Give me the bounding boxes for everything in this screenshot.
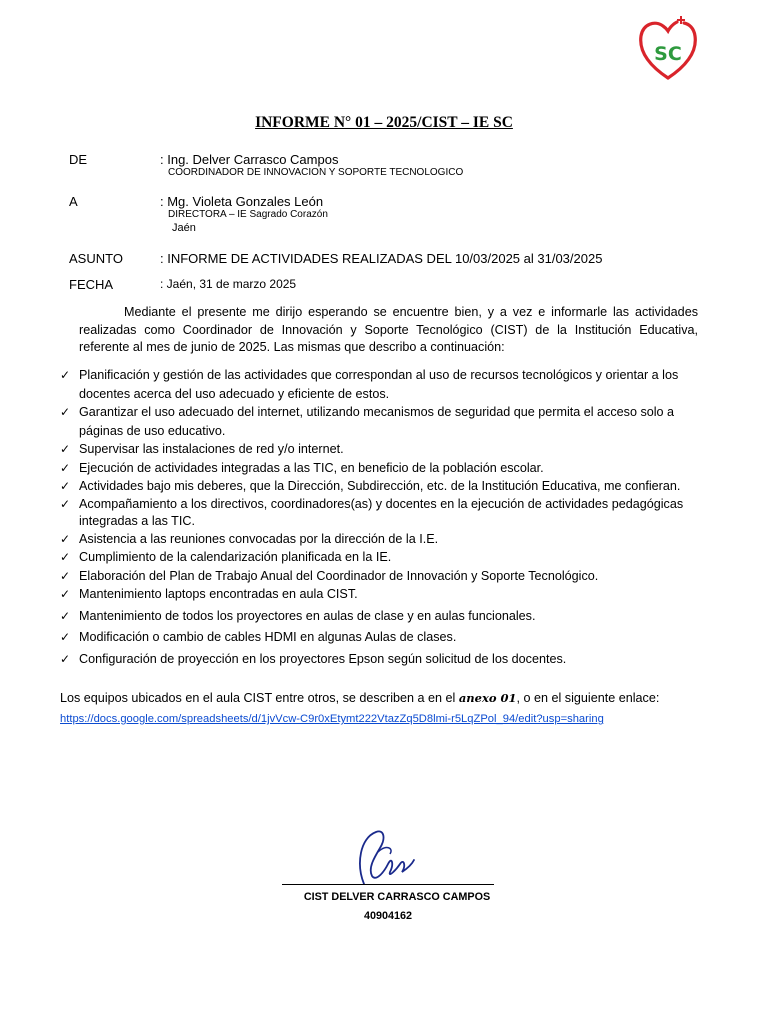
checkmark-icon: ✓ xyxy=(60,496,71,511)
checkmark-icon: ✓ xyxy=(60,550,71,564)
de-label: DE xyxy=(69,152,88,167)
checkmark-icon: ✓ xyxy=(60,442,71,456)
checkmark-icon: ✓ xyxy=(60,368,71,382)
a-value: : Mg. Violeta Gonzales León xyxy=(160,194,324,209)
list-item: ✓ Mantenimiento de todos los proyectores en aulas de clase y en aulas funcionales. xyxy=(60,607,705,626)
a-location: Jaén xyxy=(172,222,196,234)
list-item: ✓ Configuración de proyección en los proyectores Epson según solicitud de los docentes. xyxy=(60,650,705,669)
school-logo xyxy=(637,14,699,82)
de-subtitle: COORDINADOR DE INNOVACION Y SOPORTE TECNOLOGICO xyxy=(168,167,464,178)
a-subtitle: DIRECTORA – IE Sagrado Corazón xyxy=(168,209,328,220)
closing-paragraph xyxy=(60,688,740,729)
list-item: ✓ Garantizar el uso adecuado del internet, utilizando mecanismos de seguridad que permita el acceso solo a páginas de uso educativo. xyxy=(60,405,675,438)
list-item: ✓ Ejecución de actividades integradas a las TIC, en beneficio de la población escolar. xyxy=(60,459,705,478)
fecha-value: : Jaén, 31 de marzo 2025 xyxy=(160,277,297,291)
checkmark-icon: ✓ xyxy=(60,630,71,644)
checkmark-icon: ✓ xyxy=(60,479,71,493)
list-item: ✓ Actividades bajo mis deberes, que la Dirección, Subdirección, etc. de la Institución Educativa, me confieran. xyxy=(60,477,705,496)
closing-text: Los equipos ubicados en el aula CIST entre otros, se describen a en el xyxy=(60,691,459,705)
checkmark-icon: ✓ xyxy=(60,460,71,475)
list-item: ✓ Cumplimiento de la calendarización planificada en la IE. xyxy=(60,548,705,567)
list-item: ✓ Acompañamiento a los directivos, coordinadores(as) y docentes en la ejecución de actividades pedagógicas integradas a las TIC. xyxy=(60,496,684,528)
asunto-value: : INFORME DE ACTIVIDADES REALIZADAS DEL 10/03/2025 al 31/03/2025 xyxy=(160,251,603,266)
spreadsheet-link[interactable]: https://docs.google.com/spreadsheets/d/1jvVcw-C9r0xEtymt222VtazZq5D8lmi-r5LqZPol_94/edit?usp=sharing xyxy=(60,713,604,725)
checkmark-icon: ✓ xyxy=(60,587,71,601)
signer-id: 40904162 xyxy=(364,910,413,922)
de-value: : Ing. Delver Carrasco Campos xyxy=(160,152,339,167)
closing-text-end: , o en el siguiente enlace: xyxy=(516,691,660,705)
list-item: ✓ Supervisar las instalaciones de red y/o internet. xyxy=(60,440,705,459)
checkmark-icon: ✓ xyxy=(60,531,71,546)
logo-text: SC xyxy=(654,43,682,65)
signature-line xyxy=(282,884,494,885)
checkmark-icon: ✓ xyxy=(60,608,71,623)
list-item: ✓ Modificación o cambio de cables HDMI en algunas Aulas de clases. xyxy=(60,628,705,647)
a-label: A xyxy=(69,194,78,209)
report-title: INFORME N° 01 – 2025/CIST – IE SC xyxy=(255,114,513,131)
checkmark-icon: ✓ xyxy=(60,568,71,583)
checkmark-icon: ✓ xyxy=(60,651,71,666)
fecha-label: FECHA xyxy=(69,277,114,292)
checkmark-icon: ✓ xyxy=(60,405,71,419)
list-item: ✓ Planificación y gestión de las actividades que correspondan al uso de recursos tecnológicos y orientar a los docentes acerca del uso adecuado y eficiente de estos. xyxy=(60,368,679,401)
list-item: ✓ Mantenimiento laptops encontradas en aula CIST. xyxy=(60,585,705,604)
intro-paragraph: Mediante el presente me dirijo esperando se encuentre bien, y a vez e informarle las actividades realizadas como Coordinador de Innovación y Soporte Tecnológico (CIST) de la Institución Educativa, referente al mes de junio de 2025. Las mismas que describo a continuación: xyxy=(79,305,698,354)
activities-list xyxy=(60,366,705,668)
list-item: ✓ Elaboración del Plan de Trabajo Anual del Coordinador de Innovación y Soporte Tecnológico. xyxy=(60,567,705,586)
annex-reference: anexo 01 xyxy=(458,691,517,705)
signer-name: CIST DELVER CARRASCO CAMPOS xyxy=(303,891,491,903)
asunto-label: ASUNTO xyxy=(69,251,123,266)
list-item: ✓ Asistencia a las reuniones convocadas por la dirección de la I.E. xyxy=(60,530,705,549)
